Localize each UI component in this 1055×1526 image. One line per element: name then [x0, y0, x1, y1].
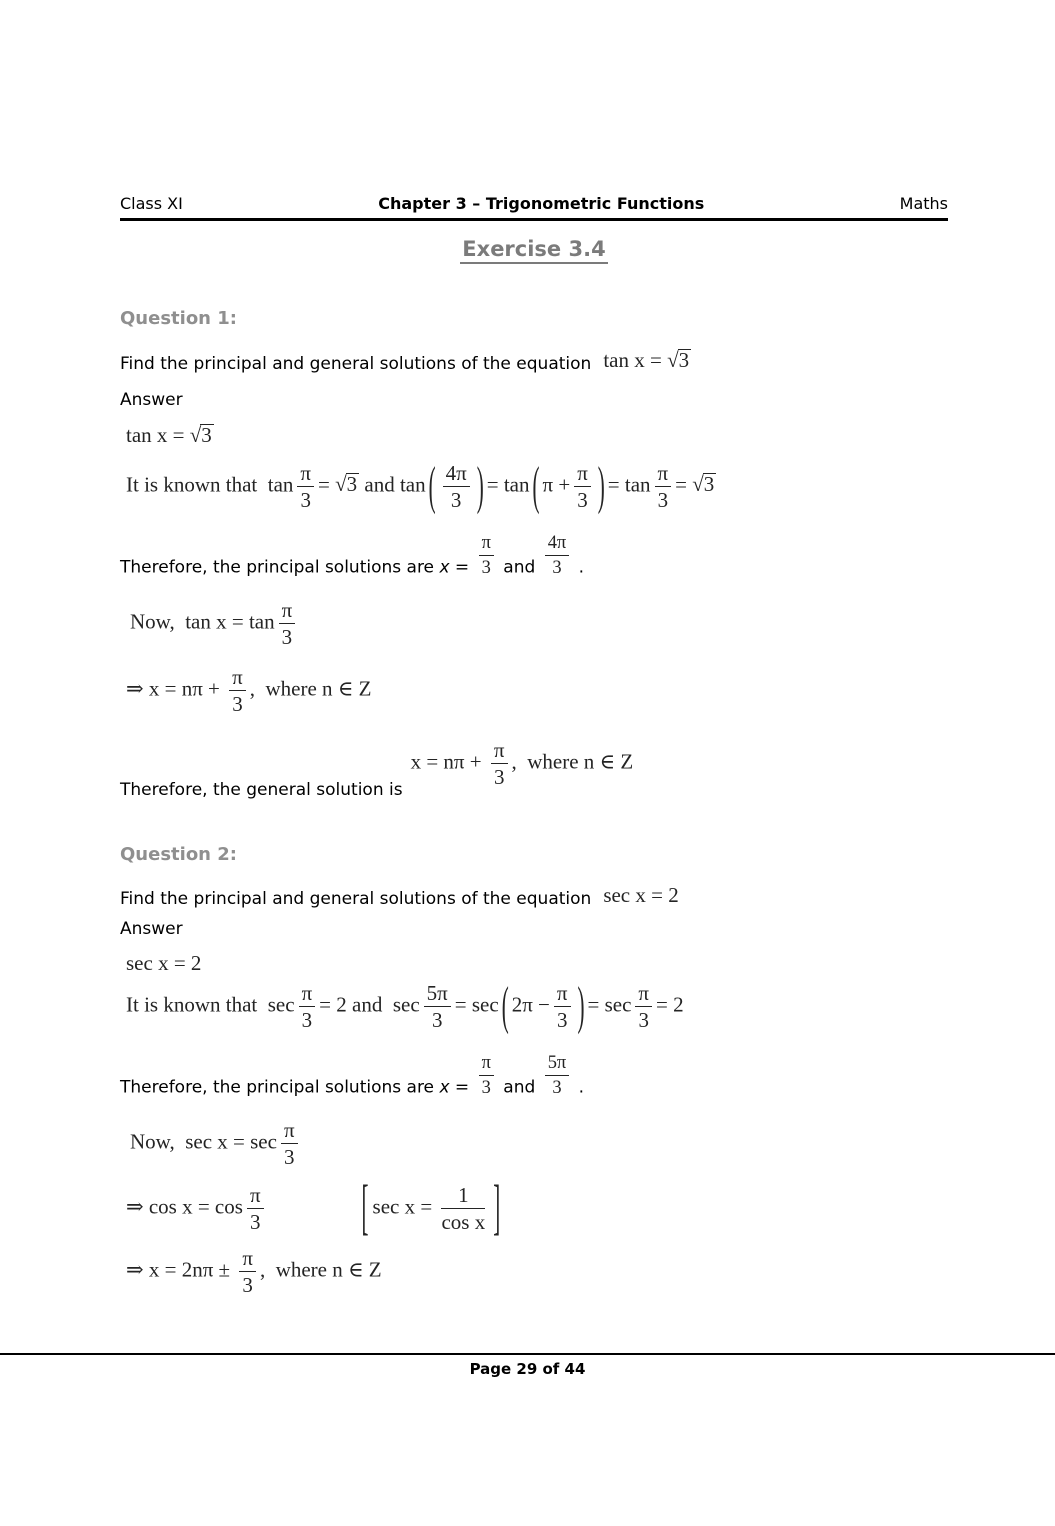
q1-now-equation: Now, tan x = tan $\frac{\pi}{3}$ [130, 599, 948, 648]
q2-cos-step-row [126, 1172, 948, 1243]
q2-known-identity-equation: It is known that sec $\frac{\pi}{3}$ = 2 and sec $\frac{5\pi}{3}$ = sec ( 2π − $\frac{\pi}{3}$ ) = sec $\frac{\pi}{3}$ = 2 [126, 975, 684, 1036]
footer-divider [0, 1353, 1055, 1355]
page-number-label: Page 29 of 44 [469, 1360, 586, 1378]
exercise-title: Exercise 3.4 [460, 237, 607, 264]
header-subject-label: Maths [899, 194, 948, 213]
question-1-answer-label: Answer [120, 390, 183, 410]
q1-general-solution-equation: x = nπ + $\frac{\pi}{3}$ , where n ∈ Z [410, 738, 634, 790]
q1-principal-solutions-line: Therefore, the principal solutions are x = $\frac{\pi}{3}$ and $\frac{4\pi}{3}$ . [120, 532, 585, 578]
q2-cos-equation: ⇒ cos x = cos $\frac{\pi}{3}$ [126, 1184, 268, 1233]
q2-now-equation: Now, sec x = sec $\frac{\pi}{3}$ [130, 1119, 948, 1168]
question-2-prompt-row [120, 885, 948, 909]
q2-given-equation: sec x = 2 [126, 951, 202, 976]
q1-general-solution-row [120, 739, 948, 800]
question-2-answer-label: Answer [120, 919, 183, 940]
question-1-prompt-text: Find the principal and general solutions of the equation [120, 354, 592, 374]
q2-sec-identity-note: [ sec x = $\frac{1}{\text{cos x}}$ ] [361, 1172, 501, 1243]
q1-given-equation: tan x = √3 [126, 423, 212, 447]
header-chapter-title: Chapter 3 – Trigonometric Functions [378, 194, 705, 213]
q1-general-solution-label: Therefore, the general solution is [120, 780, 403, 801]
question-2-prompt-text: Find the principal and general solutions of the equation [120, 889, 592, 910]
question-2-prompt-equation: sec x = 2 [603, 883, 679, 908]
q1-implies-equation: ⇒ x = nπ + $\frac{\pi}{3}$ , where n ∈ Z [126, 665, 372, 717]
question-1-prompt-equation: tan x = √3 [603, 348, 690, 372]
question-1-heading: Question 1: [120, 308, 237, 329]
header-class-label: Class XI [120, 194, 183, 213]
q1-known-identity-equation: It is known that tan $\frac{\pi}{3}$ = √3 and tan ( $\frac{4\pi}{3}$ ) = tan ( π + $\frac{\pi}{3}$ ) = tan $\frac{\pi}{3}$ = √3 [126, 455, 715, 516]
page-header [120, 194, 948, 221]
question-2-heading: Question 2: [120, 844, 237, 866]
question-1-prompt-row [120, 349, 948, 374]
title-row [120, 237, 948, 264]
q2-principal-solutions-line: Therefore, the principal solutions are x = $\frac{\pi}{3}$ and $\frac{5\pi}{3}$ . [120, 1052, 585, 1098]
q2-final-solution-equation: ⇒ x = 2nπ ± $\frac{\pi}{3}$ , where n ∈ Z [126, 1246, 382, 1298]
